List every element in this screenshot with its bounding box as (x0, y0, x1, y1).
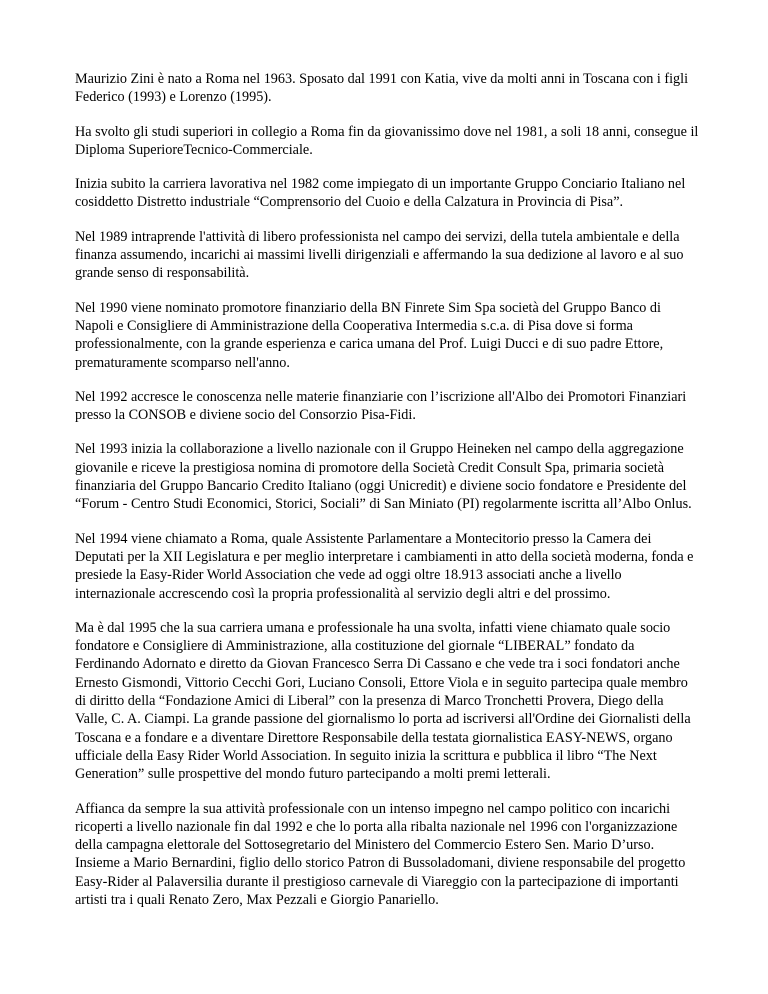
paragraph-birth-family: Maurizio Zini è nato a Roma nel 1963. Sposato dal 1991 con Katia, vive da molti anni in Toscana con i figli Federico (1993) e Lorenzo (1995). (75, 71, 689, 106)
paragraph-1995: Ma è dal 1995 che la sua carriera umana e professionale ha una svolta, infatti viene chiamato quale socio fondatore e Consigliere di Amministrazione, alla costituzione del giornale “LIBERAL” fondato da Ferdinando Adornato e diretto da Giovan Francesco Serra Di Cassano e che vede tra i soci fondatori anche Ernesto Gismondi, Vittorio Cecchi Gori, Luciano Consoli, Ettore Viola e in seguito partecipa quale membro di diritto della “Fondazione Amici di Liberal” con la presenza di Marco Tronchetti Provera, Diego della Valle, C. A. Ciampi. La grande passione del giornalismo lo porta ad iscriversi all'Ordine dei Giornalisti della Toscana e a fondare e a diventare Direttore Responsabile della testata giornalistica EASY-NEWS, organo ufficiale della Easy Rider World Association. In seguito inizia la scrittura e pubblica il libro “The Next Generation” sulle prospettive del mondo futuro partecipando a molti premi letterali. (75, 619, 691, 783)
paragraph-1989: Nel 1989 intraprende l'attività di libero professionista nel campo dei servizi, della tutela ambientale e della finanza assumendo, incarichi ai massimi livelli dirigenziali e affermando la sua dedizione al lavoro e al suo grande senso di responsabilità. (75, 228, 684, 282)
paragraph-education: Ha svolto gli studi superiori in collegio a Roma fin da giovanissimo dove nel 1981, a soli 18 anni, consegue il Diploma SuperioreTecnico-Commerciale. (75, 123, 699, 158)
paragraph-political: Affianca da sempre la sua attività professionale con un intenso impegno nel campo politico con incarichi ricoperti a livello nazionale fin dal 1992 e che lo porta alla ribalta nazionale nel 1996 con l'organizzazione della campagna elettorale del Sottosegretario del Ministero del Commercio Estero Sen. Mario D’urso. Insieme a Mario Bernardini, figlio dello storico Patron di Bussoladomani, diviene responsabile del progetto Easy-Rider al Palaversilia durante il prestigioso carnevale di Viareggio con la partecipazione di importanti artisti tra i quali Renato Zero, Max Pezzali e Giorgio Panariello. (75, 800, 686, 908)
document-page (75, 70, 699, 925)
paragraph-1992: Nel 1992 accresce le conoscenza nelle materie finanziarie con l’iscrizione all'Albo dei Promotori Finanziari presso la CONSOB e diviene socio del Consorzio Pisa-Fidi. (75, 388, 687, 424)
paragraph-career-start: Inizia subito la carriera lavorativa nel 1982 come impiegato di un importante Gruppo Conciario Italiano nel cosiddetto Distretto industriale “Comprensorio del Cuoio e della Calzatura in Provincia di Pisa”. (75, 176, 686, 211)
paragraph-1994: Nel 1994 viene chiamato a Roma, quale Assistente Parlamentare a Montecitorio presso la Camera dei Deputati per la XII Legislatura e per meglio interpretare i cambiamenti in atto della società moderna, fonda e presiede la Easy-Rider World Association che vede ad oggi oltre 18.913 associati anche a livello internazionale accrescendo così la propria professionalità al servizio degli altri e del prossimo. (75, 530, 694, 602)
paragraph-1993: Nel 1993 inizia la collaborazione a livello nazionale con il Gruppo Heineken nel campo della aggregazione giovanile e riceve la prestigiosa nomina di promotore della Società Credit Consult Spa, primaria società finanziaria del Gruppo Bancario Credito Italiano (oggi Unicredit) e diviene socio fondatore e Presidente del “Forum - Centro Studi Economici, Storici, Sociali” di San Miniato (PI) regolarmente iscritta all’Albo Onlus. (75, 441, 692, 513)
paragraph-1990: Nel 1990 viene nominato promotore finanziario della BN Finrete Sim Spa società del Gruppo Banco di Napoli e Consigliere di Amministrazione della Cooperativa Intermedia s.c.a. di Pisa dove si forma professionalmente, con la grande esperienza e carica umana del Prof. Luigi Ducci e di suo padre Ettore, prematuramente scomparso nell'anno. (75, 299, 664, 371)
